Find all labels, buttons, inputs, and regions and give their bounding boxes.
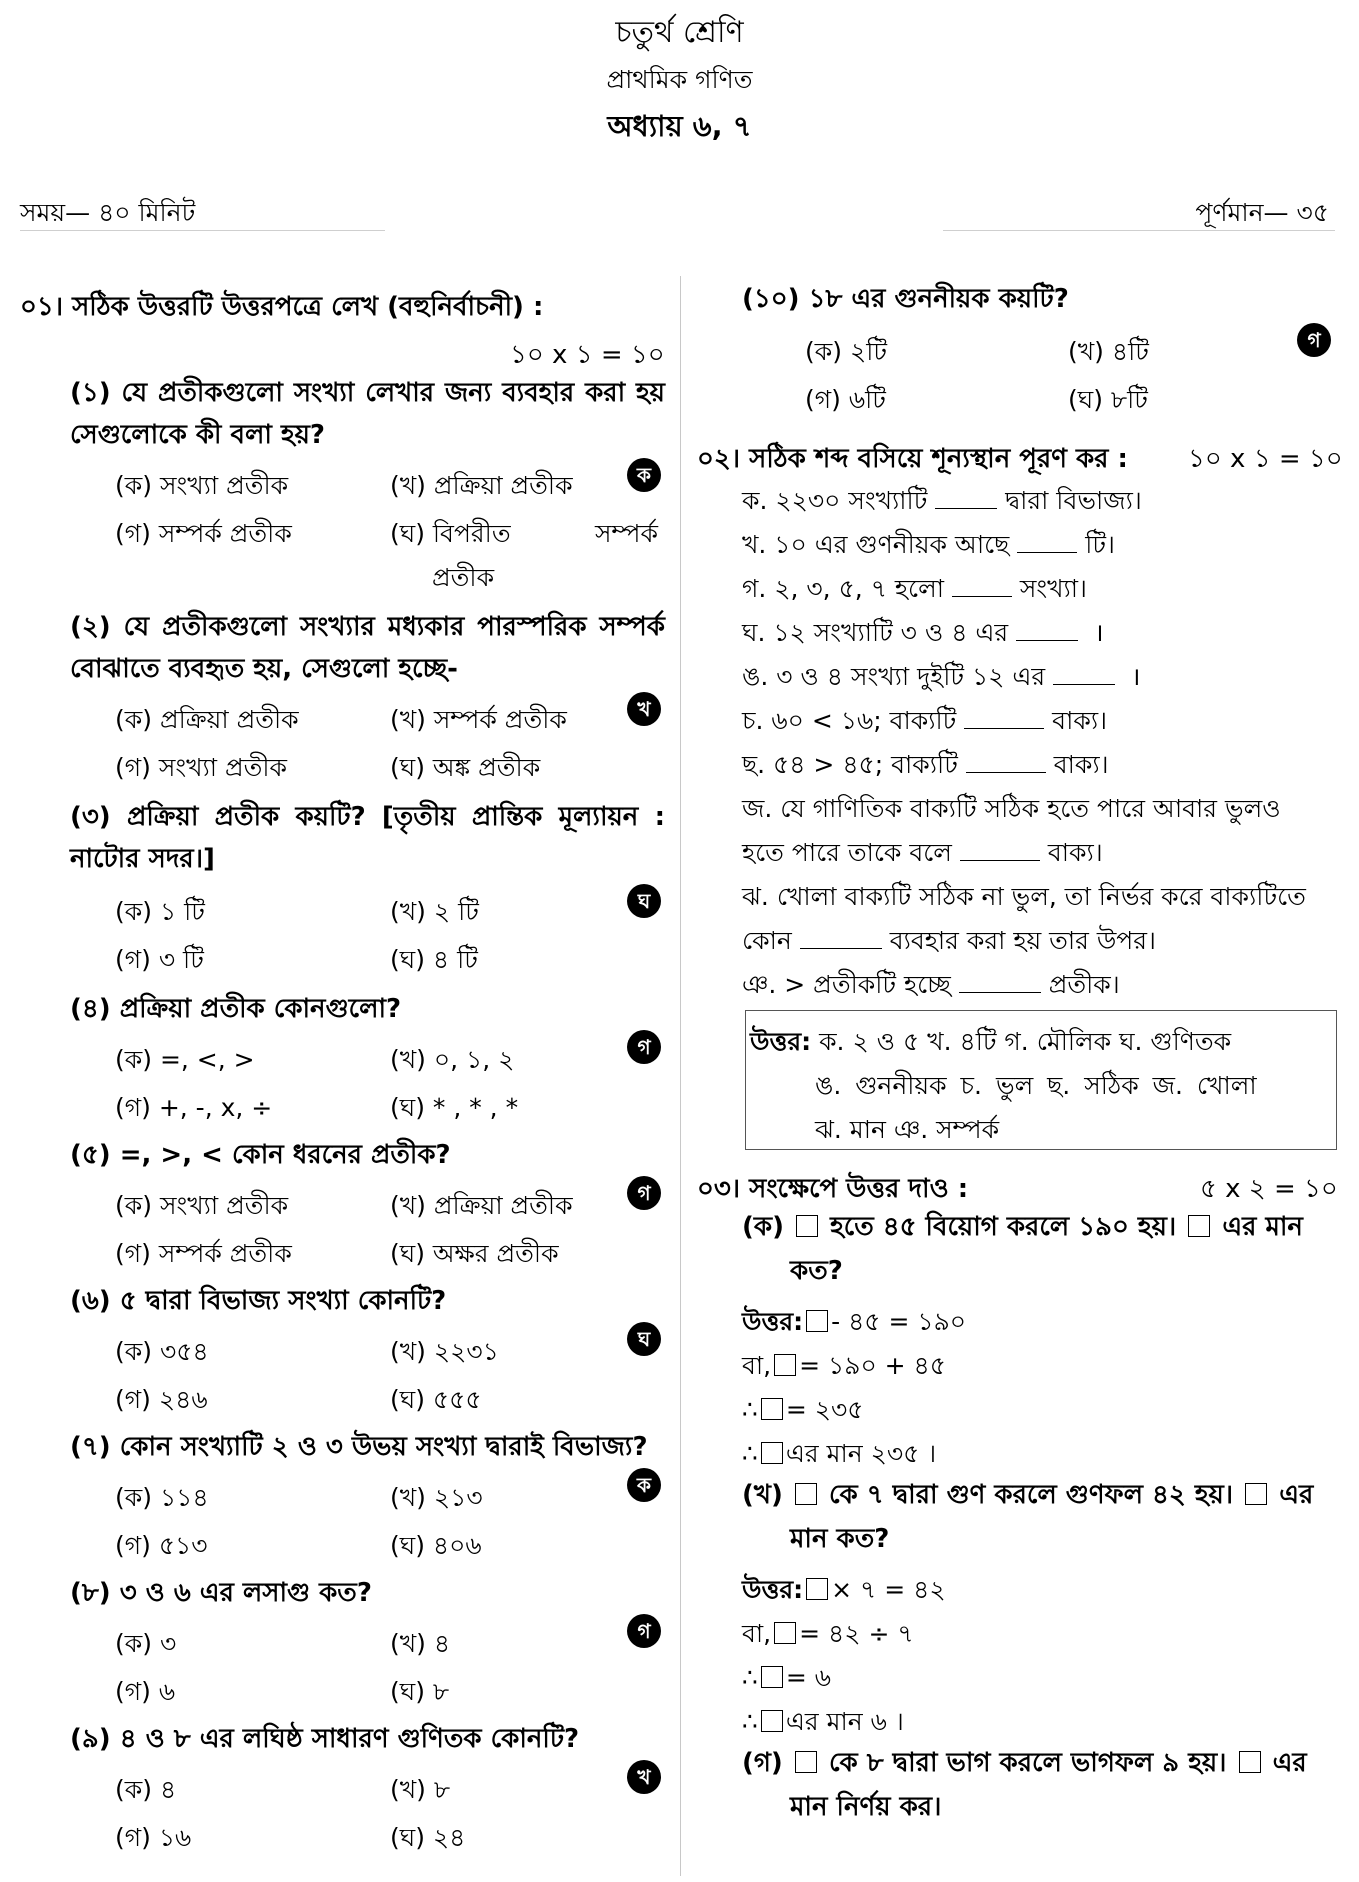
answer-badge: ঘ	[627, 1322, 661, 1356]
mcq-question: (৪) প্রক্রিয়া প্রতীক কোনগুলো?	[70, 994, 402, 1024]
answer-text: ঙ. গুননীয়ক চ. ভুল ছ. সঠিক জ. খোলা	[815, 1071, 1257, 1100]
blank-box	[774, 1622, 796, 1644]
blank-box	[761, 1710, 783, 1732]
mcq-option: (ক) ৩	[115, 1629, 177, 1658]
fill-blank-text: ।	[1094, 618, 1104, 647]
answer-badge: খ	[627, 1760, 661, 1794]
fill-blank-text: বাক্য।	[1047, 838, 1103, 867]
answer-badge: গ	[627, 1176, 661, 1210]
mcq-option: সম্পর্ক	[595, 519, 658, 548]
short-question: (ক) হতে ৪৫ বিয়োগ করলে ১৯০ হয়। এর মান	[742, 1212, 1303, 1242]
answer-label: উত্তর:	[750, 1027, 812, 1056]
mcq-option: (গ) ১৬	[115, 1823, 192, 1852]
mcq-option: (খ) ২২৩১	[390, 1337, 499, 1366]
fill-blank-item	[742, 965, 1120, 1008]
blank-line	[960, 838, 1040, 861]
mcq-option: (ঘ) অক্ষর প্রতীক	[390, 1239, 559, 1268]
fill-blank-text: বাক্য।	[1052, 706, 1108, 735]
mcq-option: (ঘ) অঙ্ক প্রতীক	[390, 753, 541, 782]
working-line: ∴ এর মান ২৩৫ ।	[742, 1439, 937, 1468]
mcq-question: (১) যে প্রতীকগুলো সংখ্যা লেখার জন্য ব্যবহার করা হয় সেগুলোকে কী বলা হয়?	[70, 378, 665, 450]
header-rule-left	[20, 230, 385, 231]
mcq-question: (৮) ৩ ও ৬ এর লসাগু কত?	[70, 1578, 372, 1608]
mcq-option: (খ) ২ টি	[390, 897, 479, 926]
section3-marks: ৫ x ২ = ১০	[1200, 1174, 1338, 1204]
fill-blank-text: ছ. ৫৪ > ৪৫; বাক্যটি	[742, 750, 958, 779]
chapter-title: অধ্যায় ৬, ৭	[607, 109, 752, 143]
working-line: বা, = ৪২ ÷ ৭	[742, 1619, 914, 1648]
blank-line	[959, 970, 1041, 993]
blank-line	[1053, 662, 1115, 685]
blank-line	[952, 574, 1012, 597]
answer-text: ক. ২ ও ৫ খ. ৪টি গ. মৌলিক ঘ. গুণিতক	[819, 1027, 1232, 1056]
mcq-option: (ঘ) * , * , *	[390, 1093, 519, 1122]
mcq-option: (ক) ৪	[115, 1775, 177, 1804]
fill-blank-text: ঝ. খোলা বাক্যটি সঠিক না ভুল, তা নির্ভর করে বাক্যটিতে	[742, 882, 1306, 911]
time-label: সময়— ৪০ মিনিট	[20, 198, 196, 227]
mcq-option: (ঘ) ২৪	[390, 1823, 466, 1852]
mcq-option: (গ) সংখ্যা প্রতীক	[115, 753, 288, 782]
mcq-option: (গ) ৬টি	[805, 385, 886, 414]
mcq-option: (গ) ৬	[115, 1677, 176, 1706]
fill-blank-item	[742, 921, 1156, 964]
fill-blank-item	[742, 657, 1141, 700]
mcq-question: (৩) প্রক্রিয়া প্রতীক কয়টি? [তৃতীয় প্রান্তিক মূল্যায়ন : নাটোর সদর।]	[70, 802, 665, 874]
mcq-option: (ক) ৩৫৪	[115, 1337, 209, 1366]
mcq-question: (৭) কোন সংখ্যাটি ২ ও ৩ উভয় সংখ্যা দ্বারাই বিভাজ্য?	[70, 1432, 648, 1462]
mcq-option: (খ) ৪টি	[1068, 337, 1149, 366]
mcq-option: (খ) ৪	[390, 1629, 451, 1658]
blank-box	[761, 1398, 783, 1420]
mcq-option: (গ) +, -, x, ÷	[115, 1093, 273, 1122]
header-rule-right	[943, 230, 1335, 231]
mcq-option: (ঘ) ৮টি	[1068, 385, 1148, 414]
short-question-cont: মান কত?	[790, 1524, 890, 1554]
mcq-option: (ঘ) ৪০৬	[390, 1531, 482, 1560]
fill-blank-text: গ. ২, ৩, ৫, ৭ হলো	[742, 574, 944, 603]
fill-blank-text: দ্বারা বিভাজ্য।	[1005, 486, 1142, 515]
mcq-option: (গ) ২৪৬	[115, 1385, 208, 1414]
answer-badge: খ	[627, 692, 661, 726]
mcq-option: (ঘ) ৪ টি	[390, 945, 478, 974]
blank-line	[964, 706, 1044, 729]
fill-blank-text: ঘ. ১২ সংখ্যাটি ৩ ও ৪ এর	[742, 618, 1009, 647]
answer-badge: ক	[627, 1468, 661, 1502]
answer-badge: গ	[627, 1030, 661, 1064]
blank-line	[800, 926, 882, 949]
mcq-option: (ক) সংখ্যা প্রতীক	[115, 471, 289, 500]
fill-blank-text: ঞ. > প্রতীকটি হচ্ছে	[742, 970, 951, 999]
mcq-question: (৯) ৪ ও ৮ এর লঘিষ্ঠ সাধারণ গুণিতক কোনটি?	[70, 1724, 580, 1754]
mcq-option: (খ) ০, ১, ২	[390, 1045, 515, 1074]
mcq-option: (ক) সংখ্যা প্রতীক	[115, 1191, 289, 1220]
blank-box	[796, 1215, 818, 1237]
mcq-option: (গ) সম্পর্ক প্রতীক	[115, 519, 292, 548]
working-line: উত্তর: × ৭ = ৪২	[742, 1575, 946, 1604]
blank-line	[1016, 618, 1078, 641]
mcq-option: প্রতীক	[432, 563, 495, 592]
fill-blank-item	[742, 701, 1107, 744]
mcq-question: (১০) ১৮ এর গুননীয়ক কয়টি?	[742, 284, 1069, 314]
working-line: ∴ এর মান ৬ ।	[742, 1707, 904, 1736]
short-question-cont: মান নির্ণয় কর।	[790, 1792, 942, 1822]
mcq-option: (ঘ) বিপরীত	[390, 519, 511, 548]
answer-badge: গ	[627, 1614, 661, 1648]
blank-line	[935, 486, 997, 509]
mcq-option: (খ) প্রক্রিয়া প্রতীক	[390, 1191, 573, 1220]
fill-blank-text: হতে পারে তাকে বলে	[742, 838, 952, 867]
blank-line	[966, 750, 1046, 773]
section1-title: ০১। সঠিক উত্তরটি উত্তরপত্রে লেখ (বহুনির্বাচনী) :	[20, 292, 544, 322]
blank-box	[774, 1354, 796, 1376]
answer-badge: ক	[627, 458, 661, 492]
mcq-option: (ক) ১ টি	[115, 897, 205, 926]
mcq-option: (ক) ১১৪	[115, 1483, 209, 1512]
fill-blank-text: ।	[1131, 662, 1141, 691]
blank-box	[806, 1310, 828, 1332]
mcq-option: (গ) ৫১৩	[115, 1531, 208, 1560]
mcq-option: (ঘ) ৫৫৫	[390, 1385, 482, 1414]
class-title: চতুর্থ শ্রেণি	[615, 15, 744, 50]
fill-blank-item	[742, 745, 1109, 788]
fill-blank-item	[742, 833, 1103, 876]
section2-title: ০২। সঠিক শব্দ বসিয়ে শূন্যস্থান পূরণ কর :	[697, 444, 1128, 474]
fill-blank-text: ব্যবহার করা হয় তার উপর।	[889, 926, 1156, 955]
mcq-option: (ঘ) ৮	[390, 1677, 450, 1706]
mcq-option: (ক) ২টি	[805, 337, 887, 366]
fill-blank-text: খ. ১০ এর গুণনীয়ক আছে	[742, 530, 1010, 559]
blank-box	[795, 1483, 817, 1505]
mcq-option: (গ) ৩ টি	[115, 945, 204, 974]
section1-marks: ১০ x ১ = ১০	[510, 340, 665, 370]
mcq-option: (ক) =, <, >	[115, 1045, 255, 1074]
fill-blank-text: চ. ৬০ < ১৬; বাক্যটি	[742, 706, 957, 735]
blank-box	[1239, 1751, 1261, 1773]
fill-blank-item	[742, 613, 1104, 656]
blank-box	[761, 1666, 783, 1688]
blank-line	[1017, 530, 1077, 553]
mcq-option: (খ) প্রক্রিয়া প্রতীক	[390, 471, 573, 500]
mcq-option: (ক) প্রক্রিয়া প্রতীক	[115, 705, 299, 734]
fill-blank-text: কোন	[742, 926, 792, 955]
mcq-option: (খ) ৮	[390, 1775, 451, 1804]
working-line: ∴ = ৬	[742, 1663, 832, 1692]
blank-box	[1245, 1483, 1267, 1505]
answer-badge: গ	[1297, 323, 1331, 357]
blank-box	[1188, 1215, 1210, 1237]
mcq-option: (গ) সম্পর্ক প্রতীক	[115, 1239, 292, 1268]
mcq-option: (খ) সম্পর্ক প্রতীক	[390, 705, 567, 734]
fill-blank-text: ঙ. ৩ ও ৪ সংখ্যা দুইটি ১২ এর	[742, 662, 1046, 691]
answer-badge: ঘ	[627, 884, 661, 918]
fill-blank-item	[742, 569, 1087, 612]
mcq-question: (৫) =, >, < কোন ধরনের প্রতীক?	[70, 1140, 451, 1170]
fill-blank-text: সংখ্যা।	[1019, 574, 1087, 603]
fill-blank-item	[742, 525, 1115, 568]
working-line: উত্তর: - ৪৫ = ১৯০	[742, 1307, 967, 1336]
fill-blank-text: টি।	[1085, 530, 1115, 559]
fill-blank-text: জ. যে গাণিতিক বাক্যটি সঠিক হতে পারে আবার ভুলও	[742, 794, 1281, 823]
blank-box	[795, 1751, 817, 1773]
full-marks-label: পূর্ণমান— ৩৫	[1195, 198, 1329, 227]
mcq-option: (খ) ২১৩	[390, 1483, 483, 1512]
answer-text: ঝ. মান ঞ. সম্পর্ক	[815, 1115, 1000, 1144]
short-question: (খ) কে ৭ দ্বারা গুণ করলে গুণফল ৪২ হয়। এর	[742, 1480, 1314, 1510]
section3-title: ০৩। সংক্ষেপে উত্তর দাও :	[697, 1174, 969, 1204]
short-question-cont: কত?	[790, 1256, 843, 1286]
short-question: (গ) কে ৮ দ্বারা ভাগ করলে ভাগফল ৯ হয়। এর	[742, 1748, 1307, 1778]
mcq-question: (২) যে প্রতীকগুলো সংখ্যার মধ্যকার পারস্পরিক সম্পর্ক বোঝাতে ব্যবহৃত হয়, সেগুলো হচ্ছে-	[70, 612, 665, 684]
blank-box	[761, 1442, 783, 1464]
column-divider	[680, 276, 681, 1876]
fill-blank-text: ক. ২২৩০ সংখ্যাটি	[742, 486, 928, 515]
blank-box	[806, 1578, 828, 1600]
section2-marks: ১০ x ১ = ১০	[1188, 444, 1343, 474]
fill-blank-item	[742, 481, 1142, 524]
fill-blank-text: প্রতীক।	[1048, 970, 1120, 999]
fill-blank-text: বাক্য।	[1053, 750, 1109, 779]
working-line: ∴ = ২৩৫	[742, 1395, 864, 1424]
subject-title: প্রাথমিক গণিত	[606, 65, 753, 94]
mcq-question: (৬) ৫ দ্বারা বিভাজ্য সংখ্যা কোনটি?	[70, 1286, 447, 1316]
working-line: বা, = ১৯০ + ৪৫	[742, 1351, 947, 1380]
